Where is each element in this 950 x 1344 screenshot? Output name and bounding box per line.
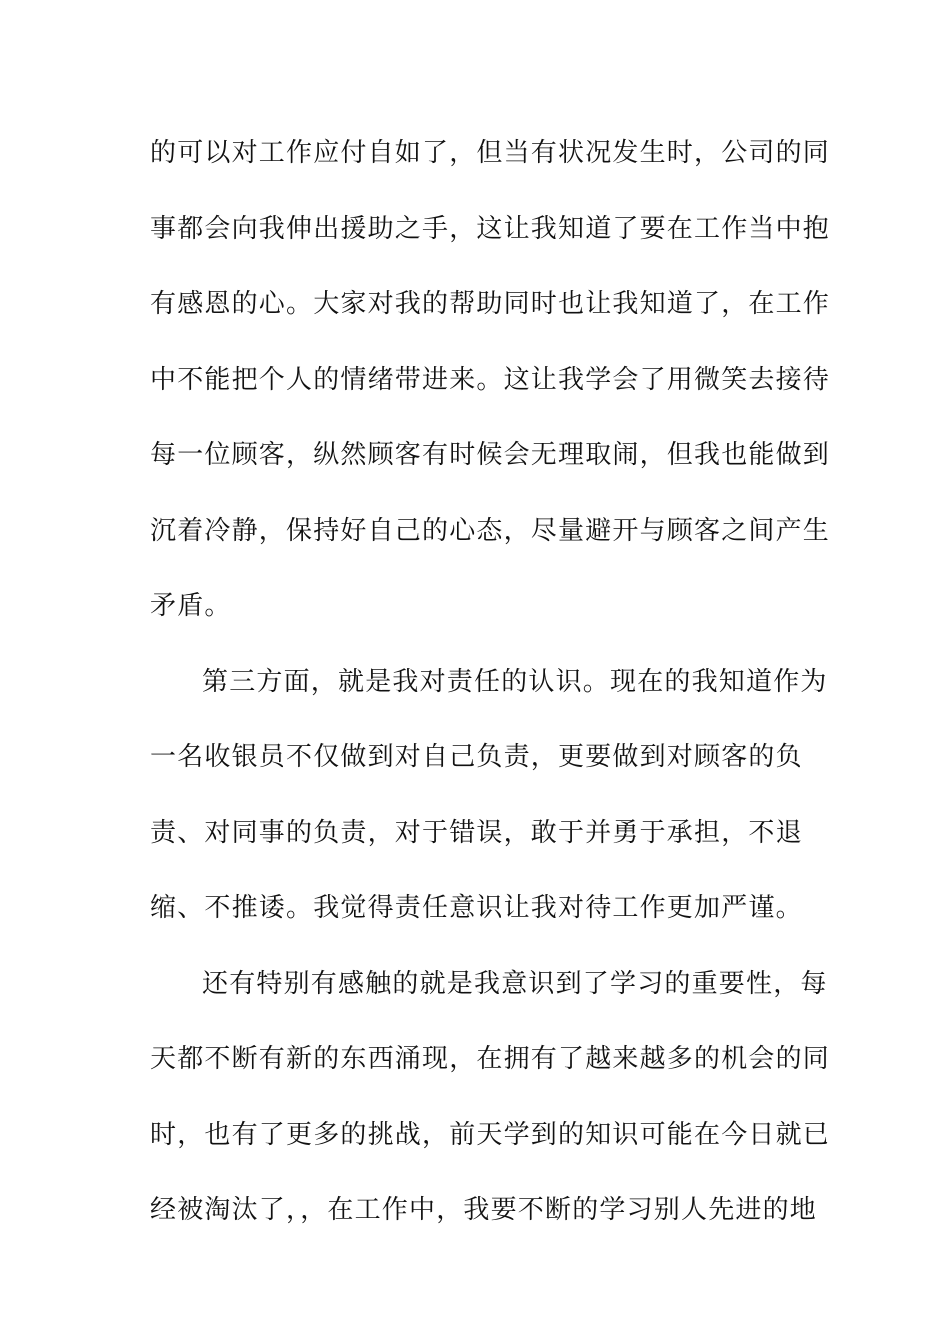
text-line: 时，也有了更多的挑战，前天学到的知识可能在今日就已	[150, 1119, 831, 1150]
text-line: 矛盾。	[150, 591, 232, 621]
text-line: 中不能把个人的情绪带进来。这让我学会了用微笑去接待	[150, 364, 831, 395]
text-line: 天都不断有新的东西涌现，在拥有了越来越多的机会的同	[150, 1044, 831, 1074]
text-line: 缩、不推诿。我觉得责任意识让我对待工作更加严谨。	[150, 893, 803, 923]
text-line: 经被淘汰了，，在工作中，我要不断的学习别人先进的地	[150, 1195, 818, 1225]
body-text	[150, 125, 831, 1258]
text-line: 还有特别有感触的就是我意识到了学习的重要性，每	[202, 968, 828, 999]
text-line: 的可以对工作应付自如了，但当有状况发生时，公司的同	[150, 138, 831, 168]
text-line: 第三方面，就是我对责任的认识。现在的我知道作为	[202, 666, 828, 697]
text-line: 每一位顾客，纵然顾客有时候会无理取闹，但我也能做到	[150, 440, 831, 470]
text-line: 责、对同事的负责，对于错误，敢于并勇于承担，不退	[150, 817, 803, 848]
text-line: 沉着冷静，保持好自己的心态，尽量避开与顾客之间产生	[150, 515, 831, 546]
text-line: 有感恩的心。大家对我的帮助同时也让我知道了，在工作	[150, 289, 831, 319]
text-line: 事都会向我伸出援助之手，这让我知道了要在工作当中抱	[150, 213, 831, 244]
text-line: 一名收银员不仅做到对自己负责，更要做到对顾客的负	[150, 742, 803, 772]
